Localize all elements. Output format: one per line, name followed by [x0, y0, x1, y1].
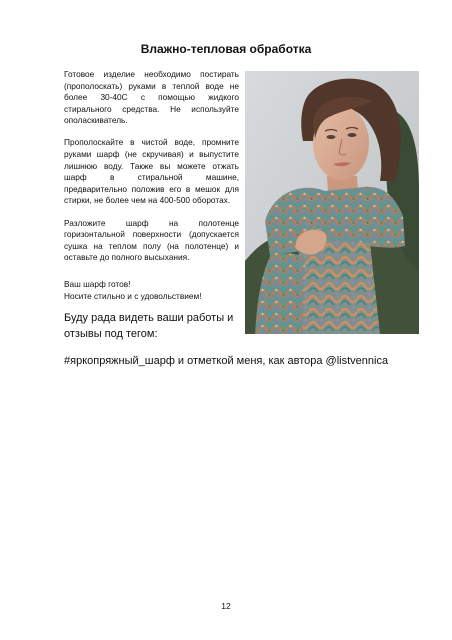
instruction-paragraph-wash: Готовое изделие необходимо постирать (прополоскать) руками в теплой воде не более 30-40С с помощью жидкого стирального средства. Не используйте ополаскиватель.: [64, 69, 239, 126]
scarf-photo-illustration: [245, 71, 419, 334]
instruction-paragraph-dry: Разложите шарф на полотенце горизонтальной поверхности (допускается сушка на теплом полу (на полотенце) и оставьте до полного высыхания.: [64, 217, 239, 263]
page-number: 12: [221, 601, 231, 611]
closing-note: [64, 278, 242, 302]
hashtag-line: #яркопряжный_шарф и отметкой меня, как автора @listvennica: [64, 355, 389, 367]
ready-line: Ваш шарф готов!: [64, 279, 131, 289]
page-title: Влажно-тепловая обработка: [140, 42, 312, 56]
instruction-paragraph-rinse: Прополоскайте в чистой воде, промните руками шарф (не скручивая) и выпустите лишнюю воду. Также вы можете отжать шарф в стиральной машине, предварительно положив его в мешок для стирки, не более чем на 400-500 оборотах.: [64, 137, 239, 206]
scarf-photo: [245, 71, 419, 334]
feedback-request: Буду рада видеть ваши работы и отзывы под тегом:: [64, 312, 234, 340]
wear-line: Носите стильно и с удовольствием!: [64, 291, 202, 301]
instructions-column: [64, 69, 239, 264]
